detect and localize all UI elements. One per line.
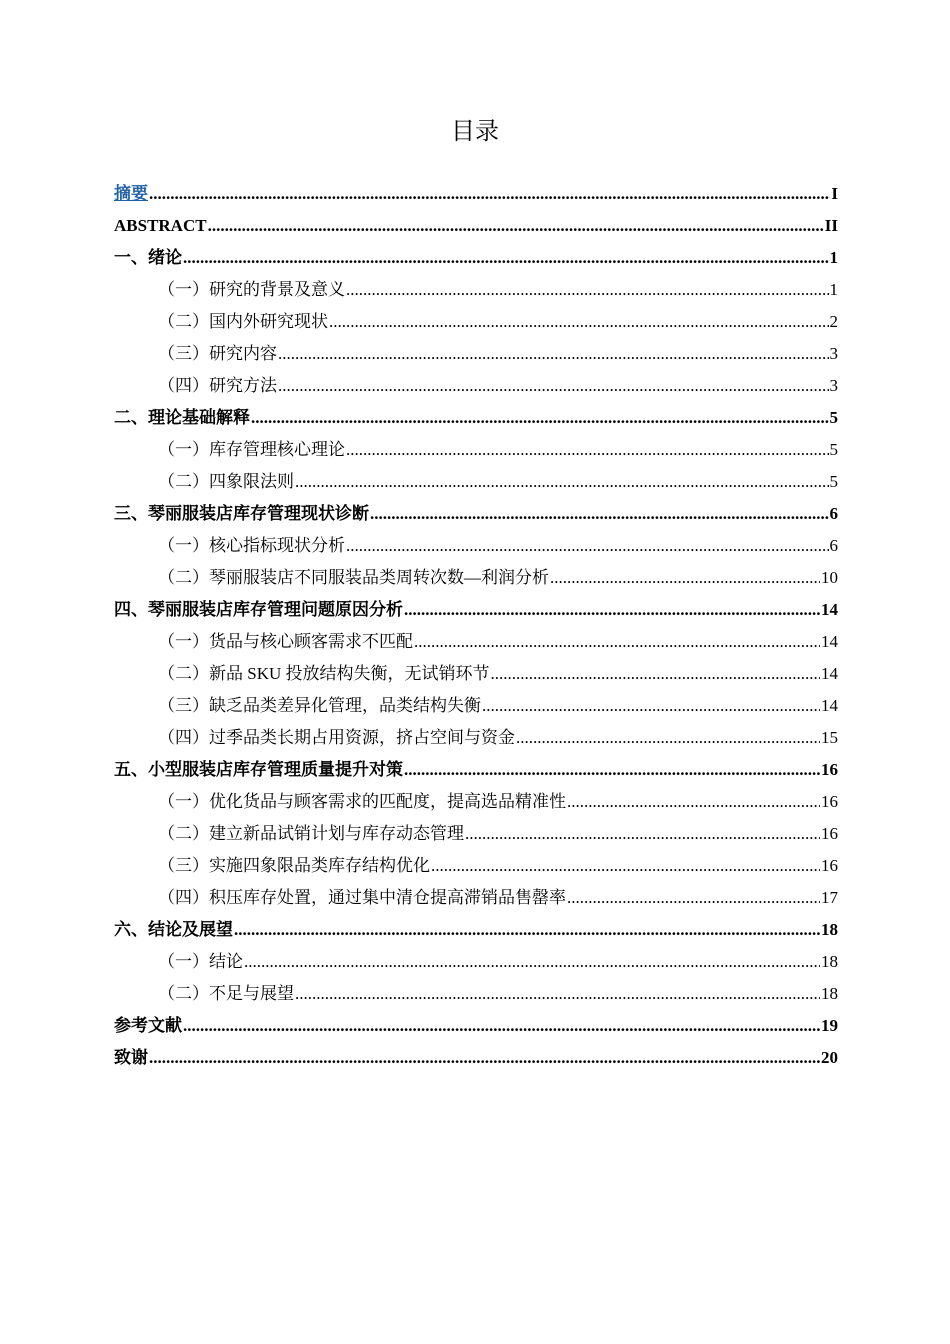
dot-leader bbox=[234, 914, 820, 946]
toc-entry[interactable] bbox=[114, 754, 838, 786]
toc-entry-label: （二）不足与展望 bbox=[158, 984, 294, 1003]
toc-entry[interactable] bbox=[114, 306, 838, 338]
toc-page-number: 19 bbox=[821, 1016, 838, 1035]
page-title: 目录 bbox=[451, 117, 499, 145]
toc-entry-label: 参考文献 bbox=[114, 1016, 182, 1035]
dot-leader bbox=[149, 178, 830, 210]
dot-leader bbox=[516, 722, 820, 754]
toc-entry-label: 四、琴丽服装店库存管理问题原因分析 bbox=[114, 600, 403, 619]
toc-entry[interactable] bbox=[114, 498, 838, 530]
toc-page-number: 20 bbox=[821, 1048, 838, 1067]
toc-entry-label: （三）缺乏品类差异化管理，品类结构失衡 bbox=[158, 696, 481, 715]
dot-leader bbox=[278, 338, 829, 370]
toc-page-number: I bbox=[831, 184, 838, 203]
toc-entry[interactable] bbox=[114, 530, 838, 562]
toc-page-number: 3 bbox=[829, 344, 838, 363]
toc-entry-label: （四）积压库存处置，通过集中清仓提高滞销品售罄率 bbox=[158, 888, 566, 907]
toc-entry-label: （二）四象限法则 bbox=[158, 472, 294, 491]
toc-entry-label: ABSTRACT bbox=[114, 216, 207, 235]
toc-page-number: 16 bbox=[821, 760, 838, 779]
dot-leader bbox=[183, 1010, 820, 1042]
dot-leader bbox=[567, 882, 820, 914]
toc-page-number: 1 bbox=[829, 280, 838, 299]
toc-page-number: 14 bbox=[821, 632, 838, 651]
dot-leader bbox=[346, 530, 829, 562]
dot-leader bbox=[346, 434, 829, 466]
toc-entry[interactable] bbox=[114, 658, 838, 690]
dot-leader bbox=[404, 754, 820, 786]
toc-entry-label: 二、理论基础解释 bbox=[114, 408, 250, 427]
toc-entry[interactable] bbox=[114, 818, 838, 850]
dot-leader bbox=[208, 210, 824, 242]
toc-entry[interactable] bbox=[114, 690, 838, 722]
toc-entry[interactable] bbox=[114, 594, 838, 626]
toc-page-number: 14 bbox=[821, 664, 838, 683]
dot-leader bbox=[149, 1042, 820, 1074]
toc-entry-label: （三）实施四象限品类库存结构优化 bbox=[158, 856, 430, 875]
toc-entry[interactable] bbox=[114, 1010, 838, 1042]
toc-entry-label: （一）核心指标现状分析 bbox=[158, 536, 345, 555]
dot-leader bbox=[278, 370, 829, 402]
toc-entry-label: 致谢 bbox=[114, 1048, 148, 1067]
toc-entry[interactable] bbox=[114, 338, 838, 370]
toc-entry[interactable] bbox=[114, 978, 838, 1010]
toc-entry[interactable] bbox=[114, 402, 838, 434]
toc-entry[interactable] bbox=[114, 178, 838, 210]
toc-entry-label: （二）新品 SKU 投放结构失衡，无试销环节 bbox=[158, 664, 490, 683]
toc-entry-label: （一）研究的背景及意义 bbox=[158, 280, 345, 299]
toc-entry[interactable] bbox=[114, 882, 838, 914]
dot-leader bbox=[251, 402, 829, 434]
toc-page-number: 14 bbox=[821, 696, 838, 715]
dot-leader bbox=[295, 978, 820, 1010]
dot-leader bbox=[346, 274, 829, 306]
toc-entry[interactable] bbox=[114, 434, 838, 466]
dot-leader bbox=[404, 594, 820, 626]
toc-page-number: 5 bbox=[829, 472, 838, 491]
toc-page-number: 15 bbox=[821, 728, 838, 747]
toc-entry-label: （二）国内外研究现状 bbox=[158, 312, 328, 331]
dot-leader bbox=[370, 498, 829, 530]
toc-entry-label: （四）过季品类长期占用资源，挤占空间与资金 bbox=[158, 728, 515, 747]
dot-leader bbox=[244, 946, 820, 978]
toc-page-number: 6 bbox=[829, 536, 838, 555]
toc-entry[interactable] bbox=[114, 562, 838, 594]
toc-entry[interactable] bbox=[114, 370, 838, 402]
toc-page-number: 16 bbox=[821, 856, 838, 875]
toc-entry[interactable] bbox=[114, 242, 838, 274]
toc-entry-label: （三）研究内容 bbox=[158, 344, 277, 363]
toc-page-number: 17 bbox=[821, 888, 838, 907]
toc-entry[interactable] bbox=[114, 946, 838, 978]
dot-leader bbox=[295, 466, 829, 498]
toc-page-number: 10 bbox=[821, 568, 838, 587]
dot-leader bbox=[414, 626, 820, 658]
toc-entry-label: 一、绪论 bbox=[114, 248, 182, 267]
toc-page-number: 16 bbox=[821, 824, 838, 843]
toc-entry-label: 三、琴丽服装店库存管理现状诊断 bbox=[114, 504, 369, 523]
toc-entry-label: （四）研究方法 bbox=[158, 376, 277, 395]
toc-entry-label: （二）建立新品试销计划与库存动态管理 bbox=[158, 824, 464, 843]
toc-entry[interactable] bbox=[114, 722, 838, 754]
toc-entry[interactable] bbox=[114, 914, 838, 946]
dot-leader bbox=[465, 818, 820, 850]
toc-entry[interactable] bbox=[114, 1042, 838, 1074]
toc-page-number: 6 bbox=[829, 504, 838, 523]
toc-entry[interactable] bbox=[114, 626, 838, 658]
toc-entry-label: （一）结论 bbox=[158, 952, 243, 971]
toc-entry[interactable] bbox=[114, 786, 838, 818]
toc-page-number: 5 bbox=[829, 408, 838, 427]
toc-entry-label: 六、结论及展望 bbox=[114, 920, 233, 939]
toc-entry[interactable] bbox=[114, 466, 838, 498]
toc-entry-label: （一）货品与核心顾客需求不匹配 bbox=[158, 632, 413, 651]
toc-entry[interactable] bbox=[114, 274, 838, 306]
toc-page-number: 16 bbox=[821, 792, 838, 811]
dot-leader bbox=[567, 786, 820, 818]
toc-page-number: 3 bbox=[829, 376, 838, 395]
toc-page-number: 18 bbox=[821, 952, 838, 971]
toc-page-number: 1 bbox=[829, 248, 838, 267]
toc-entry[interactable] bbox=[114, 210, 838, 242]
toc-entry-label: （二）琴丽服装店不同服装品类周转次数—利润分析 bbox=[158, 568, 549, 587]
toc-page-number: 2 bbox=[829, 312, 838, 331]
toc-page-number: II bbox=[824, 216, 838, 235]
toc-entry-label: （一）优化货品与顾客需求的匹配度，提高选品精准性 bbox=[158, 792, 566, 811]
dot-leader bbox=[329, 306, 829, 338]
toc-entry-label: 五、小型服装店库存管理质量提升对策 bbox=[114, 760, 403, 779]
toc-page-number: 18 bbox=[821, 984, 838, 1003]
toc-entry-label[interactable]: 摘要 bbox=[114, 184, 148, 203]
dot-leader bbox=[491, 658, 820, 690]
dot-leader bbox=[431, 850, 820, 882]
toc-entry-label: （一）库存管理核心理论 bbox=[158, 440, 345, 459]
dot-leader bbox=[183, 242, 829, 274]
dot-leader bbox=[482, 690, 820, 722]
toc-page-number: 14 bbox=[821, 600, 838, 619]
table-of-contents bbox=[114, 178, 838, 1074]
toc-entry[interactable] bbox=[114, 850, 838, 882]
toc-page-number: 18 bbox=[821, 920, 838, 939]
dot-leader bbox=[550, 562, 820, 594]
toc-page-number: 5 bbox=[829, 440, 838, 459]
